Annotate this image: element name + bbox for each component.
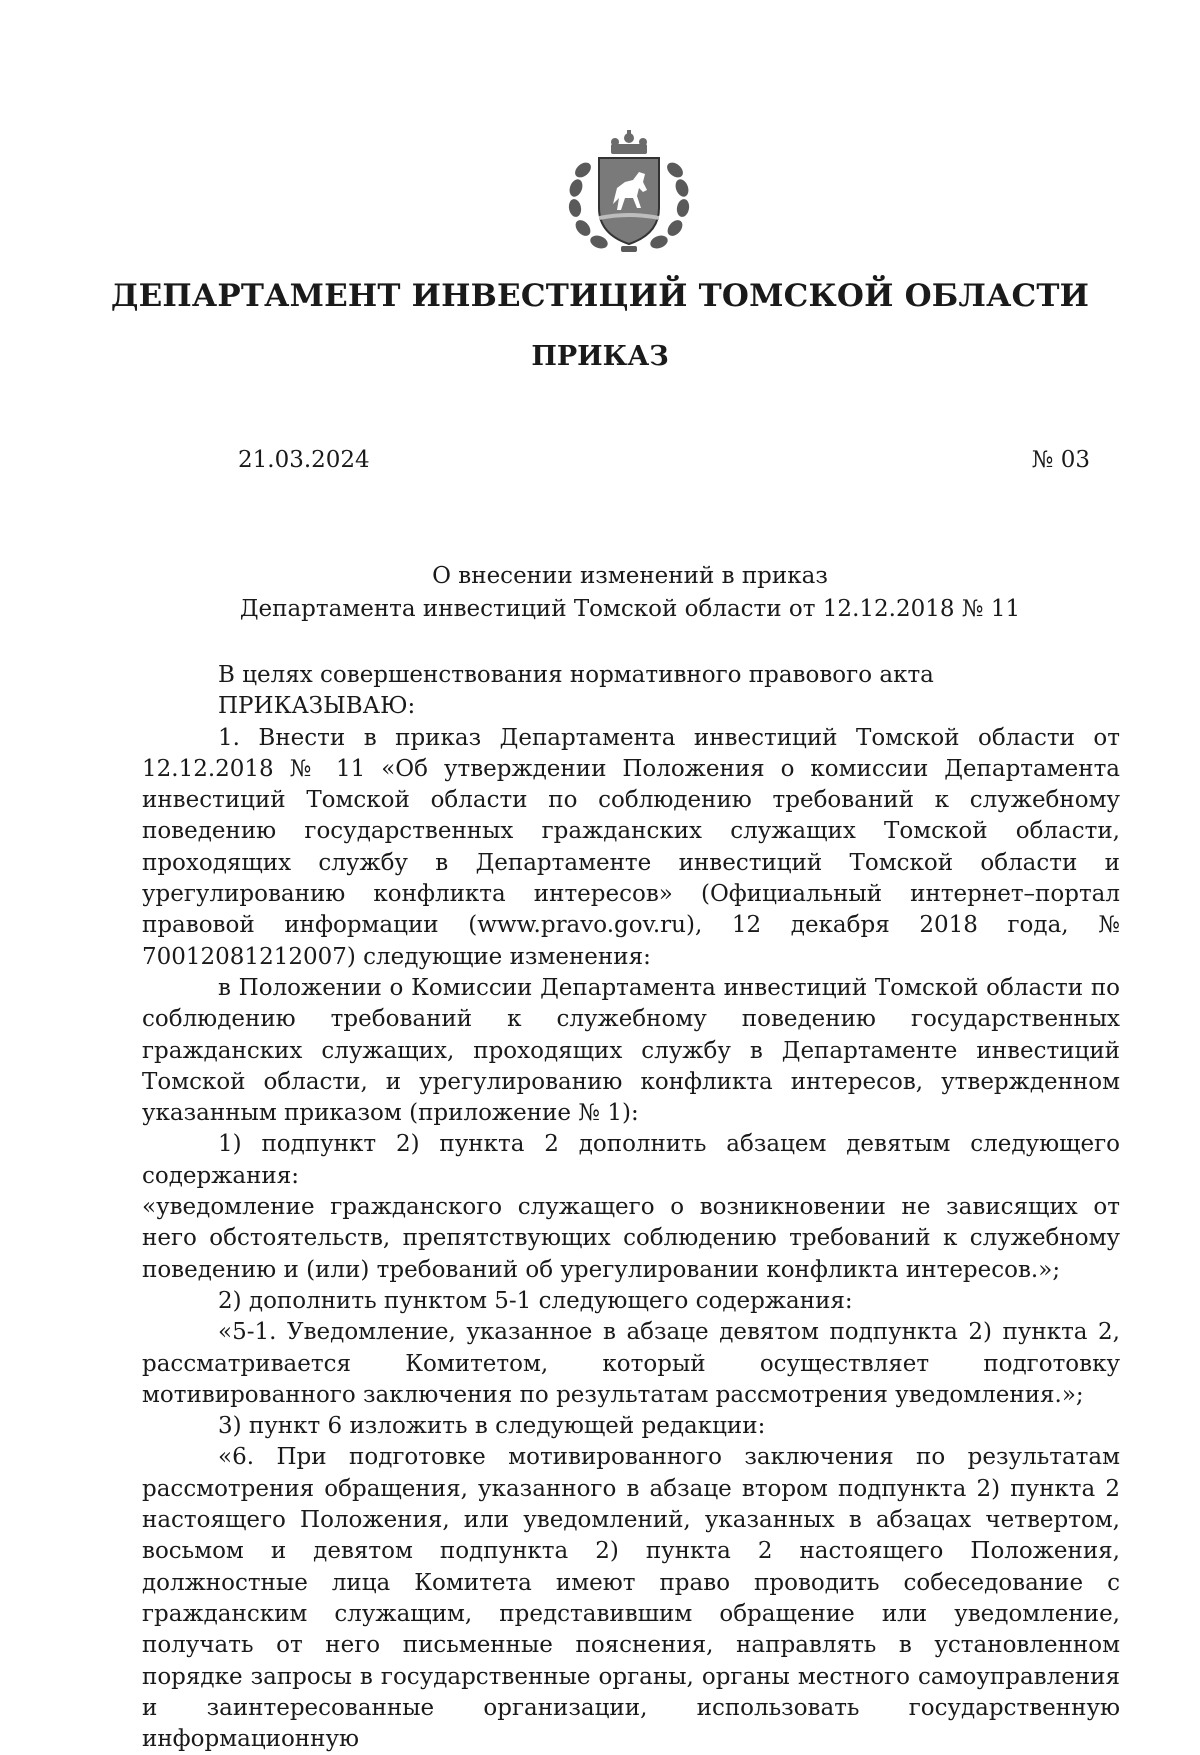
paragraph-subitem-2-text: «5-1. Уведомление, указанное в абзаце девятом подпункта 2) пункта 2, рассматривается Комитетом, который осуществляет подготовку мотивированного заключения по результатам рассмотрения уведомления.»;: [142, 1319, 1120, 1408]
paragraph-subitem-3: 3) пункт 6 изложить в следующей редакции:: [218, 1413, 766, 1440]
tomsk-coat-of-arms-icon: [561, 130, 697, 258]
paragraph-regulation: в Положении о Комиссии Департамента инвестиций Томской области по соблюдению требований к служебному поведению государственных гражданских служащих, проходящих службу в Департаменте инвестиций Томской области, и урегулированию конфликта интересов, утвержденном указанным приказом (приложение № 1):: [142, 974, 1120, 1127]
subject-line-2: Департамента инвестиций Томской области от 12.12.2018 № 11: [239, 596, 1021, 622]
paragraph-purpose: В целях совершенствования нормативного правового акта: [218, 662, 934, 688]
paragraph-subitem-1: 1) подпункт 2) пункта 2 дополнить абзацем девятым следующего содержания:: [142, 1131, 1120, 1189]
paragraph-item-1: 1. Внести в приказ Департамента инвестиций Томской области от 12.12.2018 № 11 «Об утверждении Положения о комиссии Департамента инвестиций Томской области по соблюдению требований к служебному поведению государственных гражданских служащих Томской области, проходящих службу в Департаменте инвестиций Томской области и урегулированию конфликта интересов» (Официальный интернет–портал правовой информации (www.pravo.gov.ru), 12 декабря 2018 года, № 70012081212007) следующие изменения:: [142, 724, 1120, 970]
order-body: [142, 660, 1120, 1755]
paragraph-order-word: ПРИКАЗЫВАЮ:: [218, 693, 416, 720]
paragraph-subitem-2: 2) дополнить пунктом 5-1 следующего содержания:: [218, 1287, 853, 1314]
department-title: ДЕПАРТАМЕНТ ИНВЕСТИЦИЙ ТОМСКОЙ ОБЛАСТИ: [110, 278, 1090, 314]
paragraph-subitem-1-text: «уведомление гражданского служащего о возникновении не зависящих от него обстоятельств, препятствующих соблюдению требований к служебному поведению и (или) требований об урегулировании конфликта интересов.»;: [142, 1194, 1120, 1283]
paragraph-subitem-3-text: «6. При подготовке мотивированного заключения по результатам рассмотрения обращения, указанного в абзаце втором подпункта 2) пункта 2 настоящего Положения, или уведомлений, указанных в абзацах четвертом, восьмом и девятом подпункта 2) пункта 2 настоящего Положения, должностные лица Комитета имеют право проводить собеседование с гражданским служащим, представившим обращение или уведомление, получать от него письменные пояснения, направлять в установленном порядке запросы в государственные органы, органы местного самоуправления и заинтересованные организации, использовать государственную информационную: [142, 1444, 1120, 1753]
order-number: № 03: [1031, 447, 1090, 473]
document-type-title: ПРИКАЗ: [531, 341, 669, 372]
subject-line-1: О внесении изменений в приказ: [432, 563, 828, 589]
order-date: 21.03.2024: [238, 447, 370, 473]
order-subject: [0, 560, 1200, 626]
